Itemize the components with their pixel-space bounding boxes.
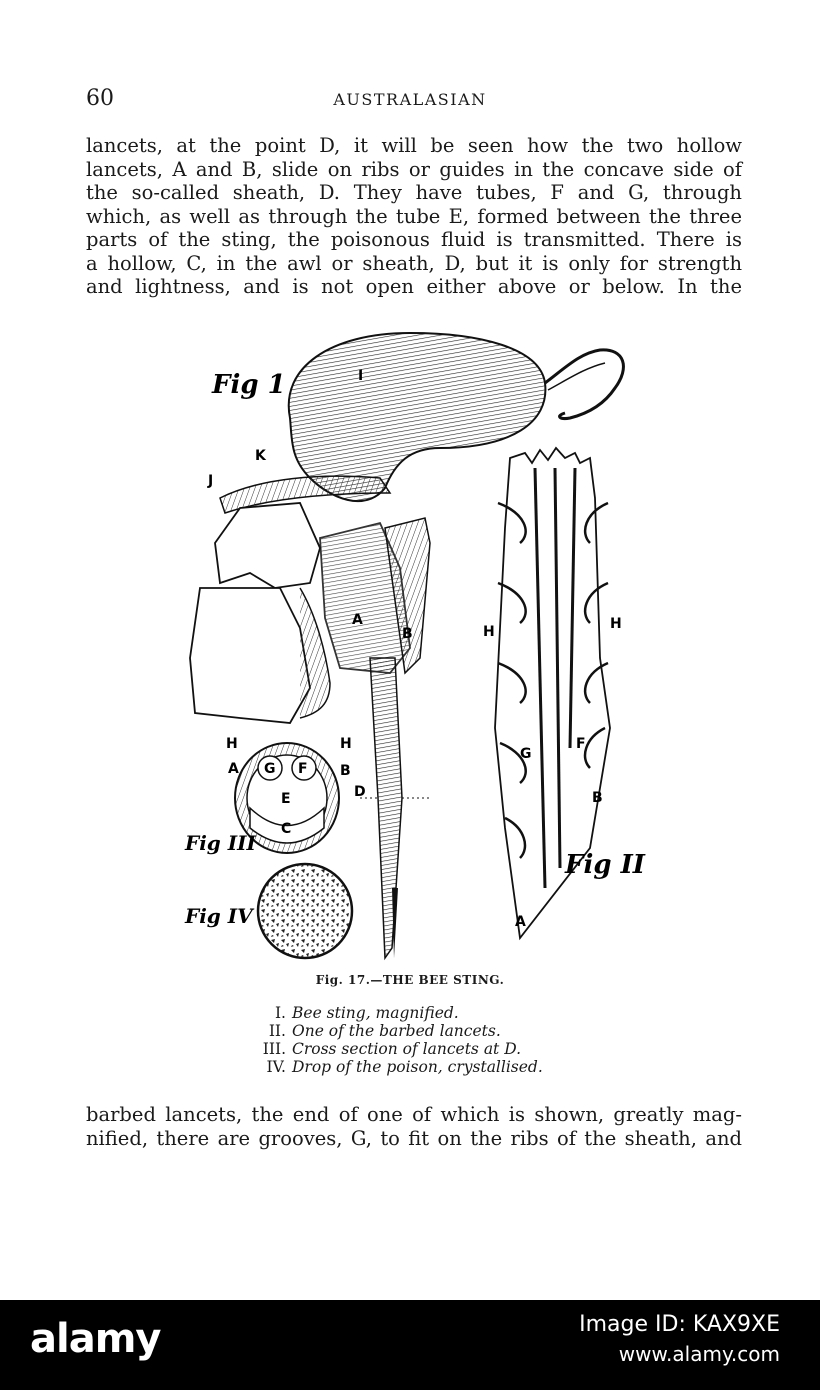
label-g-section: G (264, 761, 276, 777)
legend-item (232, 1040, 543, 1058)
label-c-section: C (281, 821, 292, 837)
watermark-brand-logo: alamy (30, 1316, 161, 1362)
text-line: barbed lancets, the end of one of which is shown, greatly mag- (86, 1103, 742, 1126)
text-line: parts of the sting, the poisonous fluid is transmitted. There is (86, 228, 742, 251)
label-i: I (358, 368, 364, 384)
text-line: lancets, at the point D, it will be seen how the two hollow (86, 134, 742, 157)
label-k: K (255, 448, 266, 464)
bee-sting-illustration (180, 328, 650, 968)
image-id-text: Image ID: KAX9XE (579, 1312, 780, 1337)
text-line: the so-called sheath, D. They have tubes, F and G, through (86, 181, 742, 204)
figure-caption: Fig. 17.—THE BEE STING. (315, 973, 505, 987)
label-b-section: B (340, 763, 351, 779)
poison-drop-drawing (258, 864, 352, 958)
text-line: and lightness, and is not open either above or below. In the (86, 275, 742, 298)
label-b-lancet: B (592, 790, 603, 806)
legend-item (232, 1022, 543, 1040)
label-b: B (402, 626, 413, 642)
label-f-section: F (298, 761, 308, 777)
label-h-section-right: H (340, 736, 352, 752)
label-d: D (354, 784, 366, 800)
label-j: J (208, 473, 214, 489)
label-h-left: H (483, 624, 495, 640)
fig4-label: Fig IV (185, 904, 253, 928)
paragraph-top (86, 134, 742, 299)
legend-number: II. (268, 1022, 286, 1040)
fig2-label: Fig II (565, 850, 645, 880)
label-h-right: H (610, 616, 622, 632)
legend-text: Cross section of lancets at D. (292, 1040, 522, 1058)
watermark-url: www.alamy.com (618, 1342, 780, 1366)
label-e-section: E (281, 791, 291, 807)
label-a: A (352, 612, 363, 628)
text-line: nified, there are grooves, G, to fit on the ribs of the sheath, and (86, 1126, 742, 1150)
legend-item (232, 1058, 543, 1076)
label-a-section: A (228, 761, 239, 777)
legend-number: I. (274, 1004, 286, 1022)
label-f: F (576, 736, 586, 752)
label-a-lancet: A (515, 914, 526, 930)
legend-text: One of the barbed lancets. (292, 1022, 501, 1040)
page-number: 60 (86, 86, 114, 111)
label-g: G (520, 746, 532, 762)
fig3-label: Fig III (185, 831, 256, 855)
figure-legend (232, 1004, 543, 1076)
legend-text: Drop of the poison, crystallised. (292, 1058, 543, 1076)
running-head: AUSTRALASIAN (333, 90, 487, 109)
legend-number: IV. (266, 1058, 286, 1076)
legend-item (232, 1004, 543, 1022)
fig1-label: Fig 1 (212, 370, 286, 400)
label-h-section-left: H (226, 736, 238, 752)
legend-number: III. (262, 1040, 286, 1058)
paragraph-bottom (86, 1103, 742, 1150)
text-line: lancets, A and B, slide on ribs or guides in the concave side of (86, 157, 742, 181)
legend-text: Bee sting, magnified. (292, 1004, 459, 1022)
text-line: which, as well as through the tube E, formed between the three (86, 204, 742, 228)
text-line: a hollow, C, in the awl or sheath, D, but it is only for strength (86, 251, 742, 275)
